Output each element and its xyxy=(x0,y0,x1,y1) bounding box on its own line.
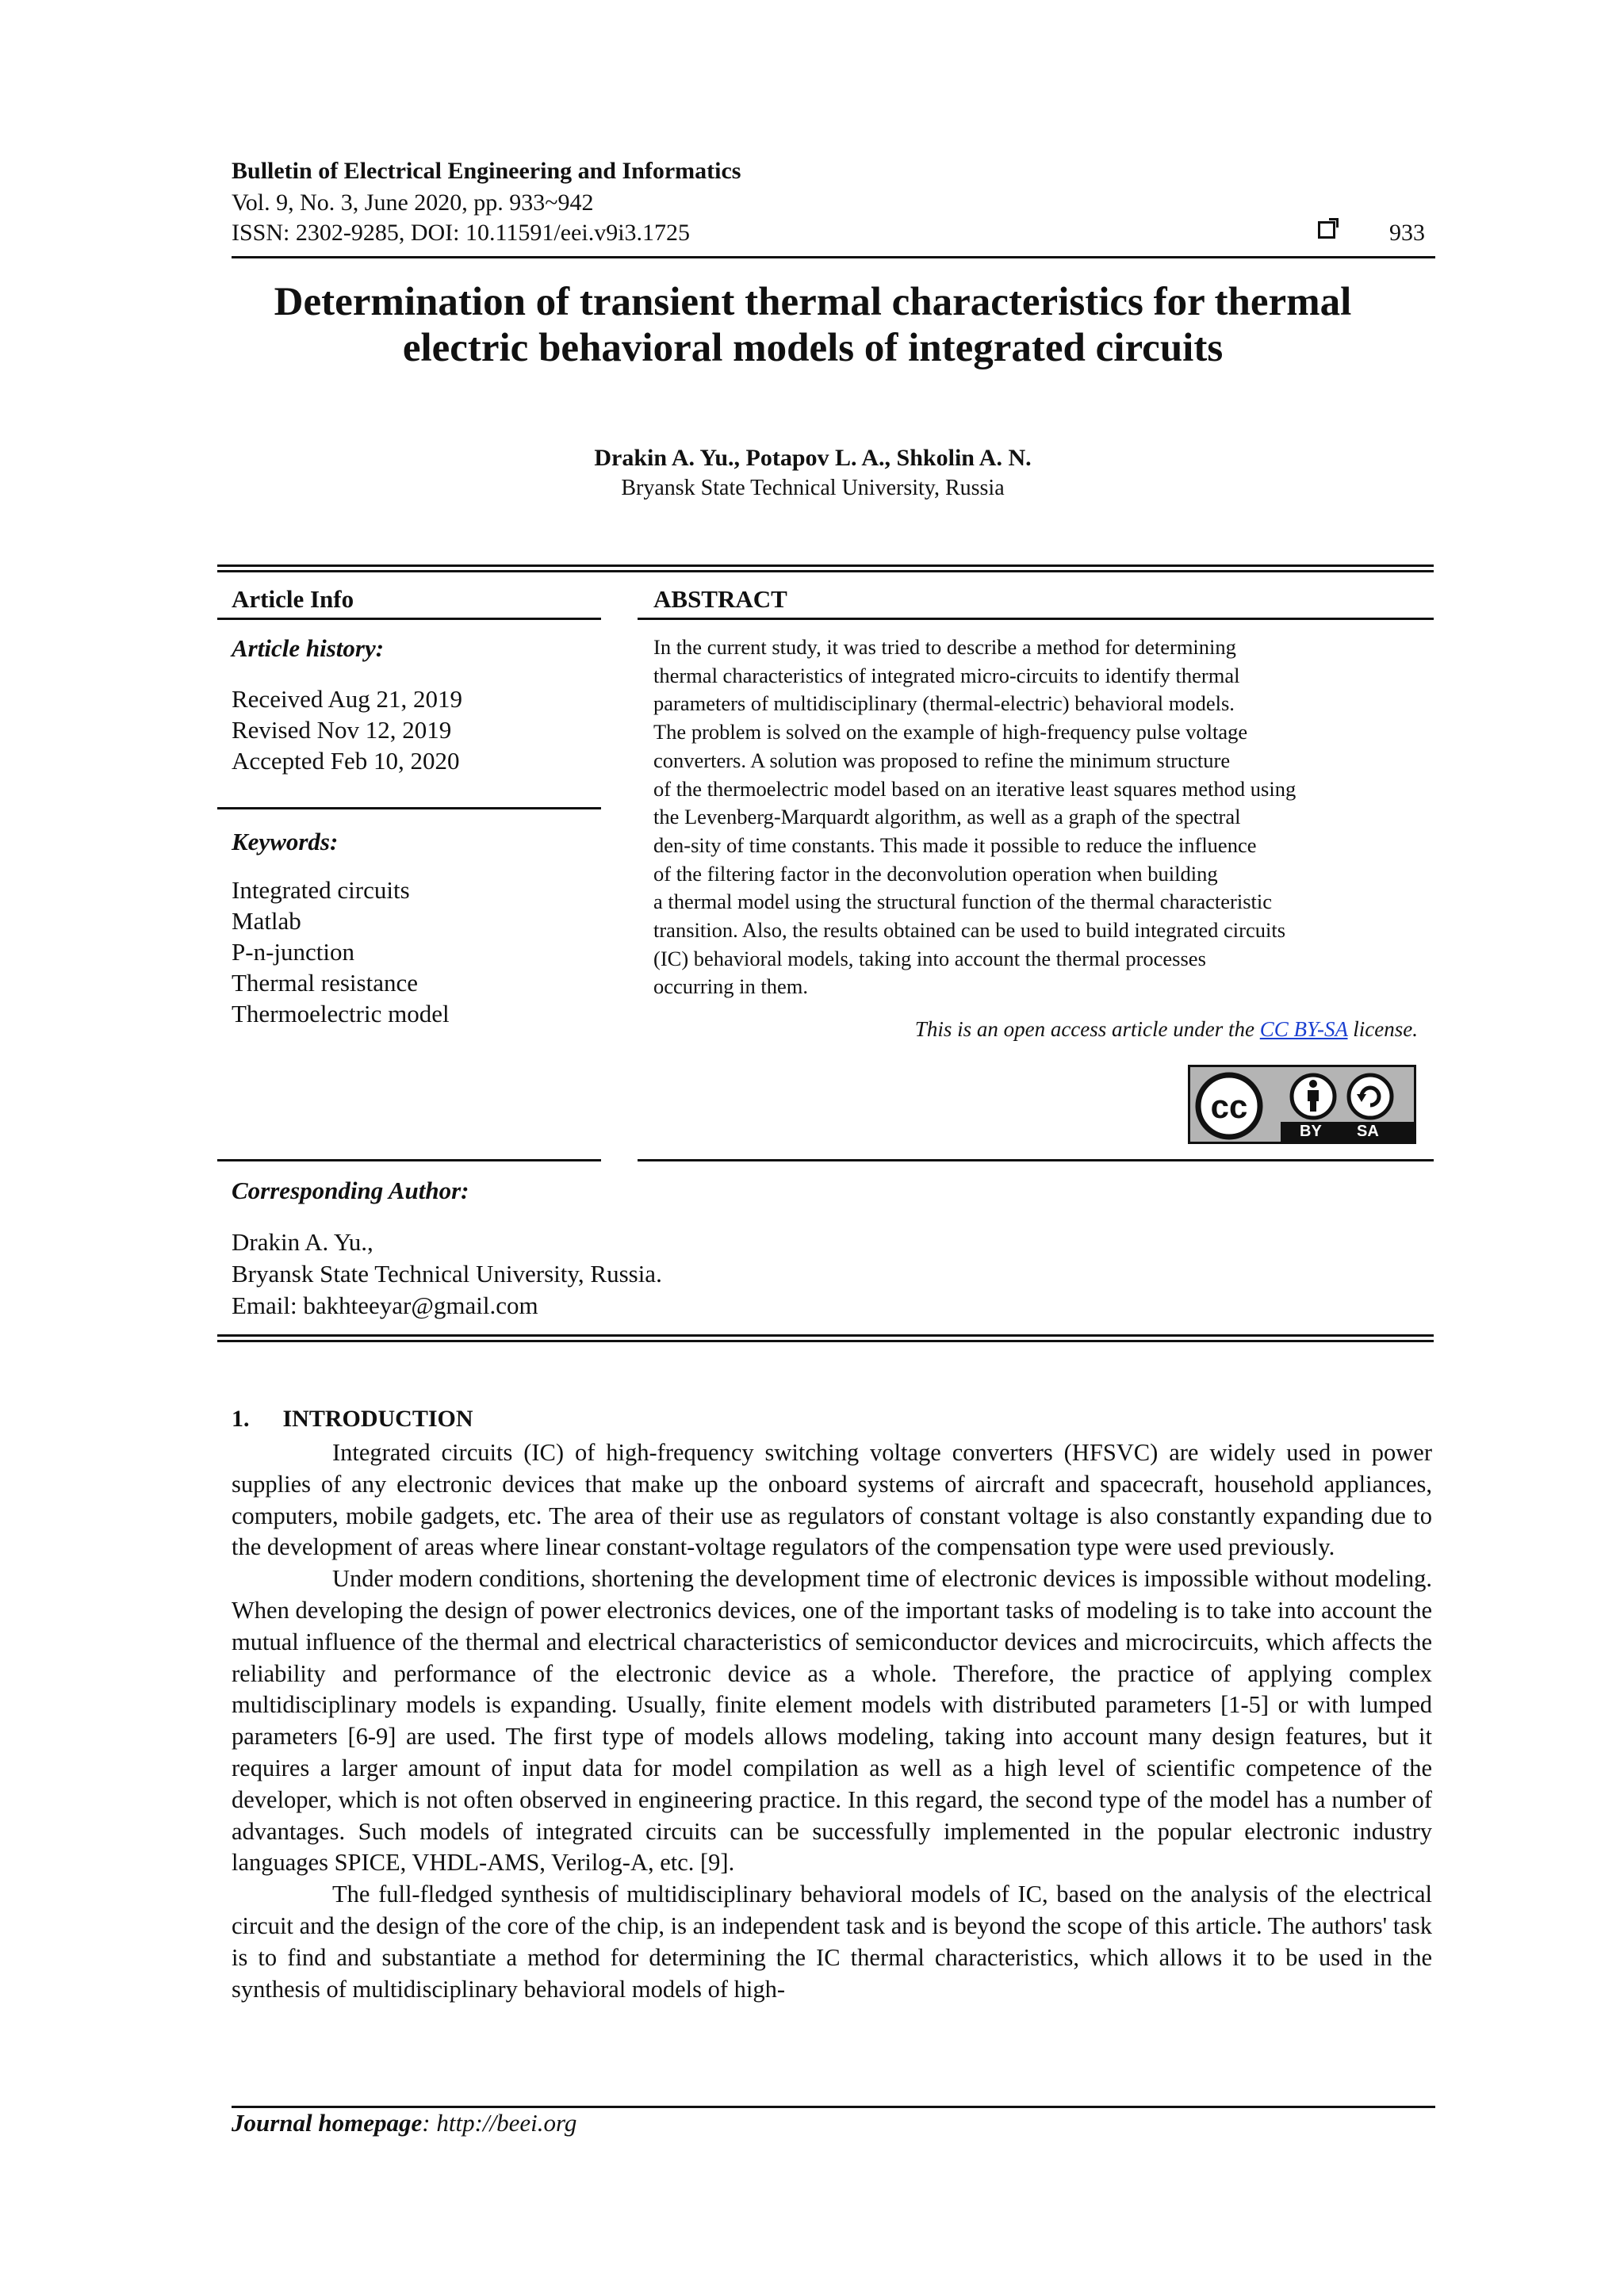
license-suffix: license. xyxy=(1353,1017,1418,1041)
article-info-heading: Article Info xyxy=(232,585,354,613)
corresponding-author-name: Drakin A. Yu., xyxy=(232,1228,373,1256)
affiliation: Bryansk State Technical University, Russia xyxy=(621,476,1005,500)
article-history-label: Article history: xyxy=(232,634,385,662)
abstract-bottom-rule xyxy=(638,1159,1434,1161)
section-number: 1. xyxy=(232,1406,250,1432)
keywords-label: Keywords: xyxy=(232,828,339,855)
badge-sa-label: SA xyxy=(1357,1123,1379,1140)
badge-by-label: BY xyxy=(1300,1123,1322,1140)
corresponding-author-affiliation: Bryansk State Technical University, Russia. xyxy=(232,1260,662,1288)
share-alike-icon xyxy=(1346,1072,1395,1121)
abstract-line: a thermal model using the structural function of the thermal characteristic xyxy=(653,890,1272,914)
attribution-icon xyxy=(1289,1072,1338,1121)
keyword: Thermoelectric model xyxy=(232,1000,450,1027)
cc-icon xyxy=(1195,1072,1263,1140)
info-box-rule-top xyxy=(217,570,1434,572)
article-info-rule xyxy=(217,618,601,620)
homepage-url[interactable]: : http://beei.org xyxy=(422,2109,577,2137)
abstract-line: The problem is solved on the example of high-frequency pulse voltage xyxy=(653,720,1248,744)
section-heading xyxy=(232,1406,473,1433)
cc-by-sa-badge[interactable] xyxy=(1188,1065,1416,1144)
abstract-line: thermal characteristics of integrated micro-circuits to identify thermal xyxy=(653,663,1240,687)
license-prefix: This is an open access article under the xyxy=(914,1017,1254,1041)
abstract-line: parameters of multidisciplinary (thermal-electric) behavioral models. xyxy=(653,691,1235,716)
keyword: Integrated circuits xyxy=(232,876,410,904)
volume-info: Vol. 9, No. 3, June 2020, pp. 933~942 xyxy=(232,189,594,216)
paragraph: The full-fledged synthesis of multidisciplinary behavioral models of IC, based on the analysis of the electrical circuit and the design of the core of the chip, is an independent task and is beyond the scope of this article. The authors' task is to find and substantiate a method for determining the IC thermal characteristics, which allows it to be used in the synthesis of multidisciplinary behavioral models of high- xyxy=(232,1881,1432,2003)
accepted-date: Accepted Feb 10, 2020 xyxy=(232,747,460,775)
article-history xyxy=(232,683,462,776)
section-title: INTRODUCTION xyxy=(282,1406,473,1432)
header-rule xyxy=(232,256,1435,258)
info-box-rule-bottom xyxy=(217,1334,1434,1337)
abstract-line: occurring in them. xyxy=(653,974,809,999)
paper-title xyxy=(190,279,1435,371)
keywords-rule xyxy=(217,807,601,809)
abstract-rule xyxy=(638,618,1434,620)
abstract-line: (IC) behavioral models, taking into account the thermal processes xyxy=(653,946,1206,970)
title-line: Determination of transient thermal characteristics for thermal xyxy=(274,280,1352,324)
keyword: P-n-junction xyxy=(232,938,354,966)
homepage-label: Journal homepage xyxy=(232,2109,423,2137)
paragraph: Integrated circuits (IC) of high-frequency switching voltage converters (HFSVC) are widely used in power supplies of any electronic devices that make up the onboard systems of aircraft and spacecraft, household appliances, computers, mobile gadgets, etc. The area of their use as regulators of constant voltage is also constantly expanding due to the development of areas where linear constant-voltage regulators of the compensation type were used previously. xyxy=(232,1439,1432,1561)
abstract-line: of the filtering factor in the deconvolution operation when building xyxy=(653,861,1218,886)
abstract-line: converters. A solution was proposed to refine the minimum structure xyxy=(653,748,1231,772)
svg-text:cc: cc xyxy=(1210,1088,1248,1125)
footer-rule xyxy=(232,2106,1435,2108)
info-box-rule-top xyxy=(217,564,1434,567)
abstract-line: of the thermoelectric model based on an iterative least squares method using xyxy=(653,776,1297,801)
journal-homepage xyxy=(232,2109,576,2137)
page-number: 933 xyxy=(1389,220,1425,246)
author-list: Drakin A. Yu., Potapov L. A., Shkolin A. N. xyxy=(594,445,1032,471)
keyword: Thermal resistance xyxy=(232,969,418,997)
license-link[interactable]: CC BY-SA xyxy=(1259,1017,1348,1041)
keyword: Matlab xyxy=(232,907,301,935)
issn-doi: ISSN: 2302-9285, DOI: 10.11591/eei.v9i3.1725 xyxy=(232,220,691,246)
corresponding-author-email: Email: bakhteeyar@gmail.com xyxy=(232,1292,538,1319)
abstract-line: the Levenberg-Marquardt algorithm, as well as a graph of the spectral xyxy=(653,805,1241,829)
corresponding-author-label: Corresponding Author: xyxy=(232,1177,469,1204)
abstract-line: transition. Also, the results obtained can be used to build integrated circuits xyxy=(653,918,1286,943)
abstract-text xyxy=(653,633,1418,1001)
introduction-body xyxy=(232,1437,1432,2005)
abstract-heading: ABSTRACT xyxy=(653,585,787,613)
received-date: Received Aug 21, 2019 xyxy=(232,685,463,713)
corresponding-author-details xyxy=(232,1226,662,1322)
paragraph: Under modern conditions, shortening the development time of electronic devices is impossible without modeling. When developing the design of power electronics devices, one of the important tasks of modeling is to take into account the mutual influence of the thermal and electrical characteristics of semiconductor devices and microcircuits, which affects the reliability and performance of the electronic device as a whole. Therefore, the practice of applying complex multidisciplinary models is expanding. Usually, finite element models with distributed parameters [1-5] or with lumped parameters [6-9] are used. The first type of models allows modeling, taking into account many design features, but it requires a larger amount of input data for model compilation as well as a high level of scientific competence of the developer, which is not often observed in engineering practice. In this regard, the second type of the model has a number of advantages. Such models of integrated circuits can be successfully implemented in the popular electronic industry languages SPICE, VHDL-AMS, Verilog-A, etc. [9]. xyxy=(232,1565,1432,1877)
revised-date: Revised Nov 12, 2019 xyxy=(232,716,452,744)
journal-name: Bulletin of Electrical Engineering and Informatics xyxy=(232,158,741,184)
title-line: electric behavioral models of integrated circuits xyxy=(402,326,1224,370)
abstract-line: den-sity of time constants. This made it possible to reduce the influence xyxy=(653,832,1257,857)
square-bullet-icon xyxy=(1318,221,1335,239)
corresponding-rule xyxy=(217,1159,601,1161)
license-statement xyxy=(653,1017,1418,1042)
info-box-rule-bottom xyxy=(217,1340,1434,1342)
abstract-line: In the current study, it was tried to describe a method for determining xyxy=(653,635,1236,659)
keywords-list xyxy=(232,874,450,1029)
